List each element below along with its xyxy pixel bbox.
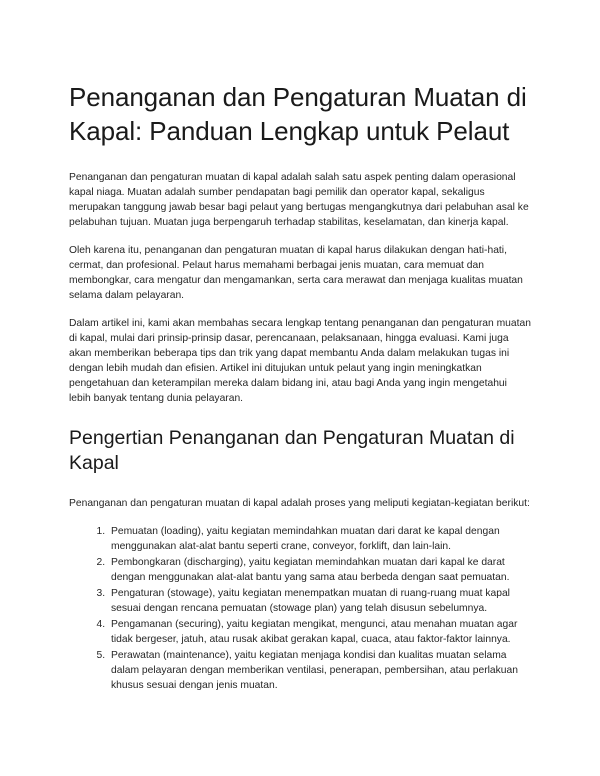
list-item: 5. Perawatan (maintenance), yaitu kegiatan menjaga kondisi dan kualitas muatan selama dalam pelayaran dengan memberikan ventilasi, penerapan, pembersihan, atau perlakuan khusus sesuai dengan jenis muatan. xyxy=(108,648,531,693)
activity-list xyxy=(69,524,531,693)
page-title: Penanganan dan Pengaturan Muatan di Kapal: Panduan Lengkap untuk Pelaut xyxy=(69,82,527,146)
intro-paragraph-1: Penanganan dan pengaturan muatan di kapal adalah salah satu aspek penting dalam operasional kapal niaga. Muatan adalah sumber pendapatan bagi pemilik dan operator kapal, sekaligus merupakan tanggung jawab besar bagi pelaut yang bertugas mengangkutnya dari pelabuhan asal ke pelabuhan tujuan. Muatan juga berpengaruh terhadap stabilitas, keselamatan, dan kinerja kapal. xyxy=(69,172,529,228)
section-heading: Pengertian Penanganan dan Pengaturan Muatan di Kapal xyxy=(69,427,515,474)
list-item: 3. Pengaturan (stowage), yaitu kegiatan menempatkan muatan di ruang-ruang muat kapal sesuai dengan rencana pemuatan (stowage plan) yang telah disusun sebelumnya. xyxy=(108,586,531,616)
document-page xyxy=(69,80,531,694)
list-item: 4. Pengamanan (securing), yaitu kegiatan mengikat, mengunci, atau menahan muatan agar tidak bergeser, jatuh, atau rusak akibat gerakan kapal, cuaca, atau faktor-faktor lainnya. xyxy=(108,617,531,647)
section-intro: Penanganan dan pengaturan muatan di kapal adalah proses yang meliputi kegiatan-kegiatan berikut: xyxy=(69,498,530,509)
list-item: 2. Pembongkaran (discharging), yaitu kegiatan memindahkan muatan dari kapal ke darat dengan menggunakan alat-alat bantu yang sama atau berbeda dengan saat pemuatan. xyxy=(108,555,531,585)
intro-paragraph-2: Oleh karena itu, penanganan dan pengaturan muatan di kapal harus dilakukan dengan hati-hati, cermat, dan profesional. Pelaut harus memahami berbagai jenis muatan, cara memuat dan membongkar, cara mengatur dan mengamankan, serta cara merawat dan menjaga kualitas muatan selama dalam pelayaran. xyxy=(69,245,523,301)
list-item: 1. Pemuatan (loading), yaitu kegiatan memindahkan muatan dari darat ke kapal dengan menggunakan alat-alat bantu seperti crane, conveyor, forklift, dan lain-lain. xyxy=(108,524,531,554)
intro-paragraph-3: Dalam artikel ini, kami akan membahas secara lengkap tentang penanganan dan pengaturan muatan di kapal, mulai dari prinsip-prinsip dasar, perencanaan, pelaksanaan, hingga evaluasi. Kami juga akan memberikan beberapa tips dan trik yang dapat membantu Anda dalam melakukan tugas ini dengan lebih mudah dan efisien. Artikel ini ditujukan untuk pelaut yang ingin meningkatkan pengetahuan dan keterampilan mereka dalam bidang ini, atau bagi Anda yang ingin mengetahui lebih banyak tentang dunia pelayaran. xyxy=(69,318,531,404)
